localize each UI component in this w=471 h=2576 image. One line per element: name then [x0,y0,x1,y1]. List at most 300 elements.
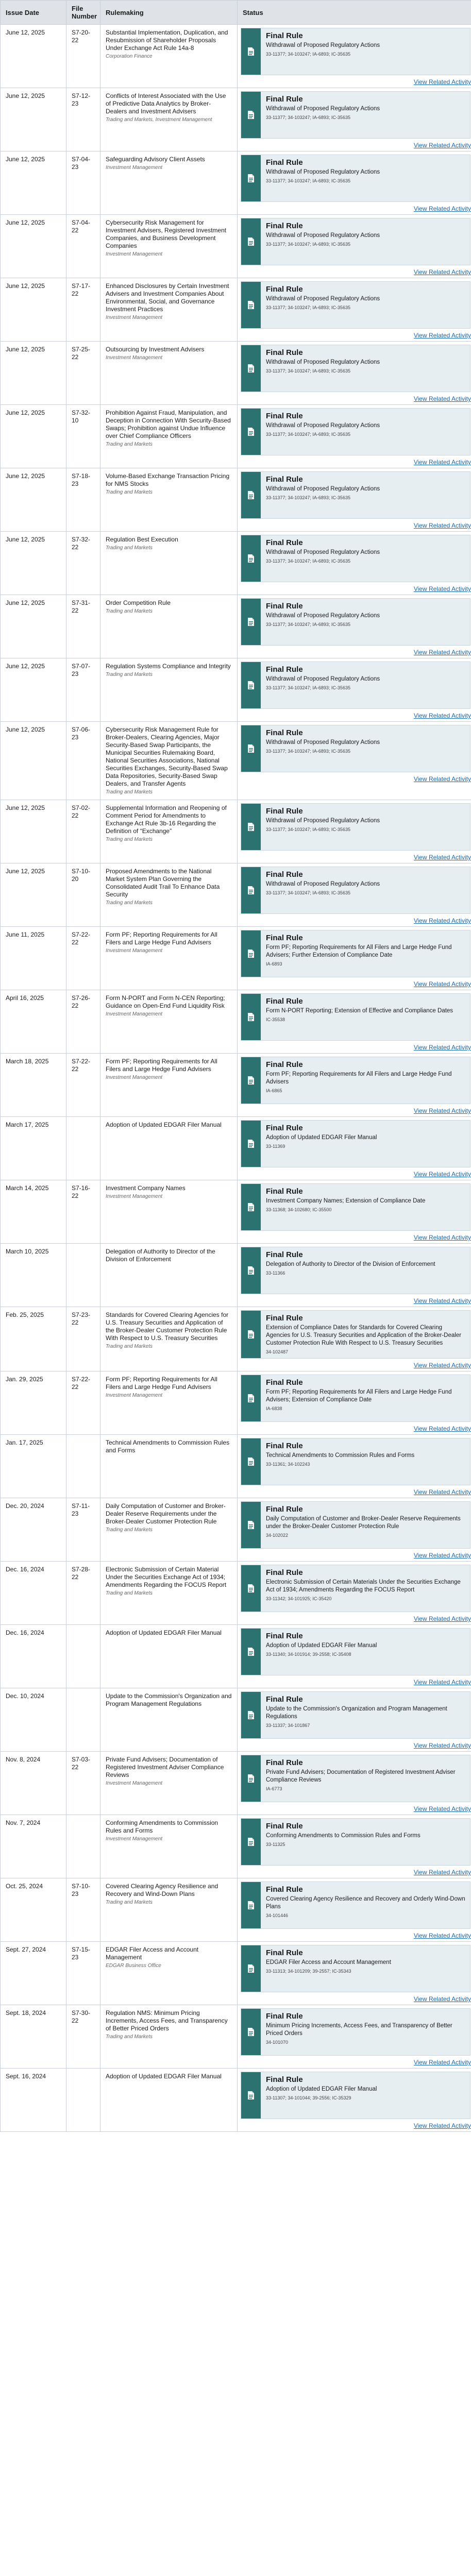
status-cell [238,532,471,595]
status-description: Withdrawal of Proposed Regulatory Actions [266,881,380,887]
view-related-activity-link[interactable]: View Related Activity [413,1044,471,1051]
view-related-activity-link[interactable]: View Related Activity [413,1742,471,1749]
view-related-activity-link[interactable]: View Related Activity [413,1932,471,1939]
rulemaking-title: Order Competition Rule [106,599,171,606]
rulemaking-title: Private Fund Advisers; Documentation of Registered Investment Adviser Compliance Reviews [106,1756,224,1778]
file-number-header[interactable]: File Number [66,1,100,25]
release-numbers: 33-11340; 34-101914; 39-2558; IC-35408 [266,1652,351,1657]
status-cell [238,1435,471,1498]
status-title[interactable]: Final Rule [266,807,303,816]
status-description: Withdrawal of Proposed Regulatory Actions [266,296,380,302]
status-card-body [261,282,470,328]
rulemaking-title: Form N-PORT and Form N-CEN Reporting; Guidance on Open-End Fund Liquidity Risk [106,994,225,1009]
issue-date-cell: Sept. 16, 2024 [1,2069,66,2132]
table-row [1,25,471,88]
status-title[interactable]: Final Rule [266,934,303,942]
document-icon [241,1311,261,1358]
release-numbers: 34-101070 [266,2040,289,2045]
release-numbers: 33-11342; 34-101925; IC-35420 [266,1596,332,1601]
status-card[interactable] [241,930,470,977]
rulemaking-cell [100,405,238,468]
issue-date-cell: June 12, 2025 [1,342,66,405]
status-card-body [261,535,470,582]
rulemaking-title: Covered Clearing Agency Resilience and Recovery and Wind-Down Plans [106,1883,218,1897]
status-title[interactable]: Final Rule [266,1378,303,1387]
issue-date-cell: Jan. 29, 2025 [1,1371,66,1435]
status-title[interactable]: Final Rule [266,1187,303,1196]
view-related-activity-link[interactable]: View Related Activity [413,2122,471,2129]
status-description: EDGAR Filer Access and Account Management [266,1959,391,1965]
status-card[interactable] [241,1310,470,1359]
view-related-activity-link[interactable]: View Related Activity [413,854,471,861]
status-card-body [261,472,470,518]
issue-date-cell: June 12, 2025 [1,658,66,722]
status-card[interactable] [241,1120,470,1167]
file-number-cell: S7-22-22 [66,1371,100,1435]
file-number-cell [66,1815,100,1878]
rulemaking-title: Electronic Submission of Certain Material Under the Securities Exchange Act of 1934; Amendments Regarding the FOCUS Report [106,1566,227,1588]
status-title[interactable]: Final Rule [266,997,303,1006]
status-card-body [261,1502,470,1548]
status-cell [238,1307,471,1371]
table-row [1,1180,471,1244]
rulemaking-cell [100,2005,238,2069]
status-card[interactable] [241,993,470,1041]
rulemaking-cell [100,1752,238,1815]
status-card-body [261,1882,470,1928]
status-description: Conforming Amendments to Commission Rules and Forms [266,1833,420,1839]
file-number-cell: S7-12-23 [66,88,100,151]
release-numbers: 33-11377; 34-103247; IA-6893; IC-35635 [266,178,350,183]
rulemaking-cell [100,88,238,151]
rulemaking-title: Form PF; Reporting Requirements for All Filers and Large Hedge Fund Advisers [106,1058,217,1073]
status-card-body [261,804,470,850]
status-cell [238,468,471,532]
file-number-cell: S7-07-23 [66,658,100,722]
issue-date-cell: March 10, 2025 [1,1244,66,1307]
status-title[interactable]: Final Rule [266,1695,303,1704]
file-number-cell: S7-11-23 [66,1498,100,1562]
table-row [1,658,471,722]
issue-date-cell: June 12, 2025 [1,800,66,863]
status-description: Delegation of Authority to Director of the Division of Enforcement [266,1261,435,1267]
document-icon [241,1565,261,1612]
view-related-activity-link[interactable]: View Related Activity [413,1995,471,2003]
view-related-activity-link[interactable]: View Related Activity [413,712,471,719]
table-row [1,278,471,342]
rulemaking-cell [100,1498,238,1562]
document-icon [241,1184,261,1230]
status-card[interactable] [241,2008,470,2056]
rulemaking-title: EDGAR Filer Access and Account Management [106,1946,199,1961]
issue-date-cell: March 17, 2025 [1,1117,66,1180]
rulemaking-title: Proposed Amendments to the National Market System Plan Governing the Consolidated Audit Trail To Enhance Data Security [106,868,220,898]
view-related-activity-link[interactable]: View Related Activity [413,459,471,466]
status-cell [238,800,471,863]
table-row [1,1562,471,1625]
status-description: Withdrawal of Proposed Regulatory Actions [266,486,380,492]
view-related-activity-link[interactable]: View Related Activity [413,775,471,783]
release-numbers: 33-11377; 34-103247; IA-6893; IC-35635 [266,305,350,310]
rulemaking-cell [100,1371,238,1435]
file-number-cell: S7-32-10 [66,405,100,468]
file-number-cell: S7-04-22 [66,215,100,278]
status-cell [238,595,471,658]
view-related-activity-link[interactable]: View Related Activity [413,1488,471,1496]
view-related-activity-link[interactable]: View Related Activity [413,917,471,924]
file-number-cell: S7-06-23 [66,722,100,800]
status-cell [238,1244,471,1307]
view-related-activity-link[interactable]: View Related Activity [413,395,471,402]
status-title[interactable]: Final Rule [266,2012,303,2021]
status-cell [238,278,471,342]
rulemaking-cell [100,215,238,278]
file-number-cell: S7-10-20 [66,863,100,927]
status-description: Investment Company Names; Extension of Compliance Date [266,1198,426,1204]
status-description: Form PF; Reporting Requirements for All Filers and Large Hedge Fund Advisers; Further Extension of Compliance Date [266,944,452,958]
rulemaking-division: Trading and Markets [106,489,153,495]
view-related-activity-link[interactable]: View Related Activity [413,1869,471,1876]
table-row [1,1307,471,1371]
file-number-cell: S7-03-22 [66,1752,100,1815]
table-row [1,342,471,405]
status-title[interactable]: Final Rule [266,412,303,420]
view-related-activity-link[interactable]: View Related Activity [413,1107,471,1114]
table-row [1,1625,471,1688]
status-card[interactable] [241,1945,470,1992]
rulemaking-division: Investment Management [106,355,163,361]
status-card-body [261,2072,470,2119]
view-related-activity-link[interactable]: View Related Activity [413,268,471,276]
issue-date-cell: June 12, 2025 [1,88,66,151]
status-header[interactable]: Status [238,1,471,25]
release-numbers: 34-102022 [266,1533,289,1538]
status-card-body [261,1247,470,1294]
rulemaking-title: Prohibition Against Fraud, Manipulation, and Deception in Connection With Security-Based Swaps; Prohibition against Undue Influence over Chief Compliance Officers [106,409,231,439]
table-row [1,927,471,990]
rulemaking-division: Trading and Markets [106,1344,153,1349]
view-related-activity-link[interactable]: View Related Activity [413,649,471,656]
status-card[interactable] [241,1691,470,1739]
status-card[interactable] [241,155,470,202]
issue-date-cell: June 12, 2025 [1,595,66,658]
status-cell [238,1752,471,1815]
file-number-cell: S7-28-22 [66,1562,100,1625]
status-description: Withdrawal of Proposed Regulatory Actions [266,818,380,824]
status-title[interactable]: Final Rule [266,1568,303,1577]
document-icon [241,599,261,645]
status-description: Daily Computation of Customer and Broker-Dealer Reserve Requirements under the Broker-Dealer Customer Protection Rule [266,1516,461,1530]
document-icon [241,2009,261,2055]
status-card[interactable] [241,1057,470,1104]
status-card-body [261,345,470,392]
issue-date-cell: Sept. 27, 2024 [1,1942,66,2005]
rulemaking-cell [100,532,238,595]
status-title[interactable]: Final Rule [266,1314,303,1323]
status-title[interactable]: Final Rule [266,31,303,40]
status-title[interactable]: Final Rule [266,1885,303,1894]
rulemaking-cell [100,1117,238,1180]
rulemaking-division: Trading and Markets [106,2034,153,2040]
rulemaking-cell [100,1244,238,1307]
rulemaking-cell [100,1435,238,1498]
issue-date-cell: Jan. 17, 2025 [1,1435,66,1498]
rulemaking-division: Investment Management [106,165,163,171]
document-icon [241,994,261,1040]
rulemaking-cell [100,800,238,863]
view-related-activity-link[interactable]: View Related Activity [413,78,471,86]
status-description: Withdrawal of Proposed Regulatory Actions [266,739,380,745]
document-icon [241,1438,261,1485]
status-cell [238,1371,471,1435]
document-icon [241,1819,261,1865]
rulemaking-cell [100,1054,238,1117]
status-title[interactable]: Final Rule [266,1948,303,1957]
status-title[interactable]: Final Rule [266,348,303,357]
rulemaking-cell [100,468,238,532]
rulemaking-cell [100,151,238,215]
rulemaking-header[interactable]: Rulemaking [100,1,238,25]
status-card[interactable] [241,662,470,709]
status-card[interactable] [241,1882,470,1929]
view-related-activity-link[interactable]: View Related Activity [413,1425,471,1432]
status-title[interactable]: Final Rule [266,475,303,484]
status-title[interactable]: Final Rule [266,1632,303,1640]
view-related-activity-link[interactable]: View Related Activity [413,205,471,212]
status-title[interactable]: Final Rule [266,1442,303,1450]
rulemaking-cell [100,342,238,405]
status-title[interactable]: Final Rule [266,1822,303,1831]
status-card[interactable] [241,2072,470,2119]
status-description: Withdrawal of Proposed Regulatory Actions [266,359,380,365]
rulemaking-title: Outsourcing by Investment Advisers [106,346,205,353]
document-icon [241,804,261,850]
status-cell [238,151,471,215]
status-title[interactable]: Final Rule [266,95,303,104]
rulemaking-cell [100,595,238,658]
status-title[interactable]: Final Rule [266,538,303,547]
rulemaking-division: Investment Management [106,948,163,954]
status-card[interactable] [241,1438,470,1485]
issue-date-cell: June 12, 2025 [1,278,66,342]
status-card-body [261,725,470,772]
file-number-cell: S7-17-22 [66,278,100,342]
rulemaking-division: Investment Management [106,1781,163,1786]
release-numbers: 33-11377; 34-103247; IA-6893; IC-35635 [266,685,350,690]
status-description: Electronic Submission of Certain Materials Under the Securities Exchange Act of 1934; Amendments Regarding the FOCUS Report [266,1579,461,1593]
status-card[interactable] [241,281,470,329]
status-title[interactable]: Final Rule [266,158,303,167]
release-numbers: 33-11377; 34-103247; IA-6893; IC-35635 [266,890,350,895]
status-title[interactable]: Final Rule [266,665,303,674]
table-row [1,1815,471,1878]
file-number-cell [66,1117,100,1180]
view-related-activity-link[interactable]: View Related Activity [413,1362,471,1369]
table-row [1,2069,471,2132]
status-card[interactable] [241,1755,470,1802]
rulemaking-division: Trading and Markets [106,545,153,551]
status-title[interactable]: Final Rule [266,2075,303,2084]
status-card[interactable] [241,535,470,582]
release-numbers: 33-11377; 34-103247; IA-6893; IC-35635 [266,242,350,247]
status-description: Update to the Commission's Organization and Program Management Regulations [266,1706,447,1720]
table-row [1,722,471,800]
table-row [1,88,471,151]
status-cell [238,1625,471,1688]
file-number-cell: S7-22-22 [66,1054,100,1117]
status-card[interactable] [241,408,470,455]
status-card-body [261,1629,470,1675]
rulemaking-division: Trading and Markets [106,1900,153,1905]
file-number-cell: S7-32-22 [66,532,100,595]
view-related-activity-link[interactable]: View Related Activity [413,1552,471,1559]
document-icon [241,1121,261,1167]
status-card[interactable] [241,1501,470,1549]
status-card-body [261,1755,470,1802]
status-description: Withdrawal of Proposed Regulatory Actions [266,676,380,682]
issue-date-cell: March 14, 2025 [1,1180,66,1244]
status-cell [238,88,471,151]
release-numbers: 33-11377; 34-103247; IA-6893; IC-35635 [266,827,350,832]
document-icon [241,662,261,708]
view-related-activity-link[interactable]: View Related Activity [413,1171,471,1178]
status-card[interactable] [241,91,470,139]
rulemaking-division: Trading and Markets [106,442,153,447]
release-numbers: IA-6773 [266,1786,282,1791]
status-description: Minimum Pricing Increments, Access Fees, and Transparency of Better Priced Orders [266,2023,452,2037]
status-title[interactable]: Final Rule [266,222,303,230]
file-number-cell: S7-10-23 [66,1878,100,1942]
rulemaking-title: Form PF; Reporting Requirements for All Filers and Large Hedge Fund Advisers [106,931,217,946]
issue-date-cell: June 12, 2025 [1,468,66,532]
status-cell [238,1180,471,1244]
status-card-body [261,930,470,977]
document-icon [241,1375,261,1421]
view-related-activity-link[interactable]: View Related Activity [413,1679,471,1686]
status-title[interactable]: Final Rule [266,1505,303,1514]
status-title[interactable]: Final Rule [266,1758,303,1767]
status-card[interactable] [241,1247,470,1294]
view-related-activity-link[interactable]: View Related Activity [413,980,471,988]
file-number-cell: S7-02-22 [66,800,100,863]
rulemaking-cell [100,990,238,1054]
status-cell [238,1054,471,1117]
issue-date-cell: Dec. 16, 2024 [1,1625,66,1688]
status-cell [238,658,471,722]
rulemaking-division: Trading and Markets [106,1527,153,1533]
status-card-body [261,599,470,645]
document-icon [241,1755,261,1802]
status-card[interactable] [241,598,470,646]
status-card[interactable] [241,218,470,265]
view-related-activity-link[interactable]: View Related Activity [413,585,471,592]
status-card[interactable] [241,1628,470,1675]
rulemaking-title: Adoption of Updated EDGAR Filer Manual [106,1629,222,1636]
status-title[interactable]: Final Rule [266,602,303,611]
rulemaking-division: Investment Management [106,1011,163,1017]
status-title[interactable]: Final Rule [266,728,303,737]
status-card[interactable] [241,345,470,392]
issue-date-header[interactable]: Issue Date [1,1,66,25]
status-description: Technical Amendments to Commission Rules and Forms [266,1452,415,1459]
view-related-activity-link[interactable]: View Related Activity [413,2059,471,2066]
status-card[interactable] [241,471,470,519]
rulemaking-title: Conflicts of Interest Associated with the Use of Predictive Data Analytics by Broker-Dealers and Investment Advisers [106,92,226,115]
issue-date-cell: Oct. 25, 2024 [1,1878,66,1942]
view-related-activity-link[interactable]: View Related Activity [413,1615,471,1622]
release-numbers: 34-101446 [266,1913,289,1918]
file-number-cell: S7-22-22 [66,927,100,990]
document-icon [241,92,261,138]
rulemaking-cell [100,2069,238,2132]
view-related-activity-link[interactable]: View Related Activity [413,1805,471,1812]
table-row [1,1498,471,1562]
status-card-body [261,867,470,913]
issue-date-cell: June 12, 2025 [1,151,66,215]
status-card[interactable] [241,1375,470,1422]
status-card[interactable] [241,867,470,914]
rulemaking-title: Investment Company Names [106,1184,186,1192]
rulemaking-title: Cybersecurity Risk Management Rule for Broker-Dealers, Clearing Agencies, Major Security-Based Swap Participants, the Municipal Securities Rulemaking Board, National Securities Associations, National Securities Exchanges, Security-Based Swap Data Repositories, Security-Based Swap Dealers, and Transfer Agents [106,726,228,787]
table-row [1,1435,471,1498]
table-row [1,1054,471,1117]
view-related-activity-link[interactable]: View Related Activity [413,1297,471,1304]
issue-date-cell: June 12, 2025 [1,25,66,88]
release-numbers: 34-102487 [266,1349,289,1354]
view-related-activity-link[interactable]: View Related Activity [413,522,471,529]
status-description: Adoption of Updated EDGAR Filer Manual [266,2086,377,2092]
table-row [1,990,471,1054]
status-description: Form N-PORT Reporting; Extension of Effective and Compliance Dates [266,1008,453,1014]
release-numbers: 33-11377; 34-103247; IA-6893; IC-35635 [266,52,350,57]
view-related-activity-link[interactable]: View Related Activity [413,332,471,339]
status-description: Form PF; Reporting Requirements for All Filers and Large Hedge Fund Advisers [266,1071,452,1085]
release-numbers: 33-11377; 34-103247; IA-6893; IC-35635 [266,622,350,627]
status-card[interactable] [241,725,470,772]
issue-date-cell: Sept. 18, 2024 [1,2005,66,2069]
document-icon [241,218,261,265]
table-row [1,1688,471,1752]
status-card[interactable] [241,803,470,851]
status-title[interactable]: Final Rule [266,1250,303,1259]
table-row [1,2005,471,2069]
status-title[interactable]: Final Rule [266,870,303,879]
document-icon [241,867,261,913]
rulemaking-division: EDGAR Business Office [106,1963,161,1969]
status-card[interactable] [241,1565,470,1612]
status-card[interactable] [241,1183,470,1231]
rulemaking-title: Supplemental Information and Reopening of Comment Period for Amendments to Exchange Act Rule 3b-16 Regarding the Definition of “Exchange” [106,804,227,835]
rulemaking-cell [100,863,238,927]
document-icon [241,409,261,455]
view-related-activity-link[interactable]: View Related Activity [413,142,471,149]
status-card-body [261,1057,470,1104]
status-cell [238,2069,471,2132]
status-card-body [261,409,470,455]
status-description: Withdrawal of Proposed Regulatory Actions [266,422,380,429]
status-title[interactable]: Final Rule [266,285,303,294]
release-numbers: 33-11313; 34-101209; 39-2557; IC-35343 [266,1969,351,1974]
status-card[interactable] [241,1818,470,1866]
status-card[interactable] [241,28,470,75]
status-title[interactable]: Final Rule [266,1124,303,1132]
rulemaking-division: Trading and Markets [106,608,153,614]
status-title[interactable]: Final Rule [266,1060,303,1069]
table-row [1,532,471,595]
rulemaking-title: Conforming Amendments to Commission Rules and Forms [106,1819,218,1834]
document-icon [241,930,261,977]
view-related-activity-link[interactable]: View Related Activity [413,1234,471,1241]
